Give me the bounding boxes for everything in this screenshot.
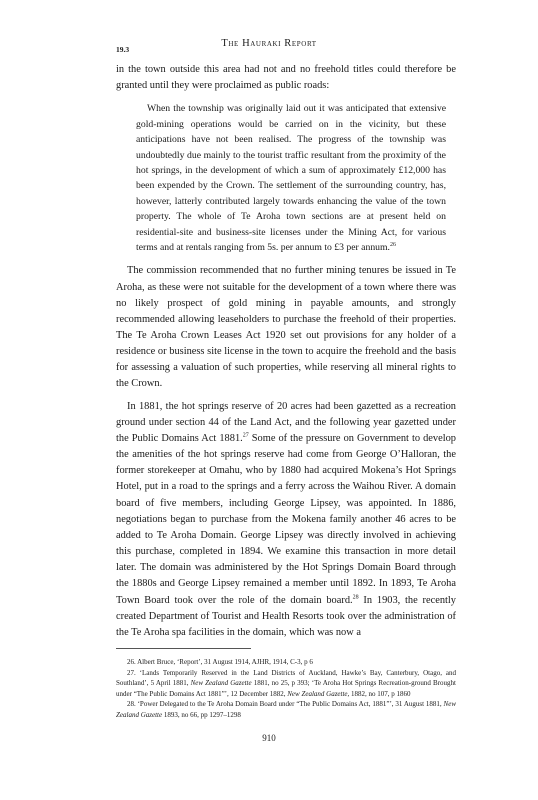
footnote-27 bbox=[116, 668, 456, 700]
block-quote bbox=[136, 101, 446, 255]
paragraph-text-a: In 1881, the hot springs reserve of 20 acres had been gazetted as a recreation ground under section 44 of the Land Act, and the following year gazetted under the Public Domains Act 1881. bbox=[116, 400, 456, 444]
footnote-divider bbox=[116, 648, 251, 649]
footnote-27-text-b: 1881, no 25, p 393; ‘Te Aroha Hot Springs Recreation-ground Brought under “The Public Domains Act 1881”’, 12 December 1882, bbox=[116, 679, 456, 698]
paragraph-text-b: Some of the pressure on Government to develop the amenities of the hot springs reserve had come from George O’Halloran, the former storekeeper at Omahu, who by 1880 had acquired Mokena’s Hot Springs Hotel, put in a road to the springs and a ferry across the Waihou River. A domain board of five members, including George Lipsey, was appointed. In 1886, negotiations began to purchase from the Mokena family another 46 acres to be added to Te Aroha Domain. George Lipsey was directly involved in achieving this purchase, completed in 1894. We examine this transaction in more detail later. The domain was administered by the Hot Springs Domain Board through the 1880s and George Lipsey remained a member until 1892. In 1893, Te Aroha Town Board took over the role of the domain board. bbox=[116, 432, 456, 606]
body-text bbox=[116, 62, 456, 641]
page-number: 910 bbox=[262, 733, 276, 743]
section-number: 19.3 bbox=[116, 45, 130, 54]
paragraph-hot-springs bbox=[116, 399, 456, 641]
footnote-28 bbox=[116, 699, 456, 720]
footnote-27-gazette-2: New Zealand Gazette bbox=[287, 689, 348, 698]
footnote-28-text-a: 28. ‘Power Delegated to the Te Aroha Domain Board under “The Public Domains Act, 1881”’, 31 August 1881, bbox=[127, 700, 444, 708]
footnote-28-text-b: 1893, no 66, pp 1297–1298 bbox=[162, 710, 241, 719]
paragraph-commission: The commission recommended that no further mining tenures be issued in Te Aroha, as these were not suitable for the development of a town where there was no likely prospect of gold mining in payable amounts, and strongly recommended allowing leaseholders to purchase the freehold of their properties. The Te Aroha Crown Leases Act 1920 set out provisions for any holder of a residence or business site license in the town to acquire the freehold and the basis for assessing a valuation of such properties, while reserving all mineral rights to the Crown. bbox=[116, 265, 456, 390]
running-head: The Hauraki Report bbox=[221, 38, 317, 49]
footnote-26: 26. Albert Bruce, ‘Report’, 31 August 1914, AJHR, 1914, C-3, p 6 bbox=[127, 658, 313, 666]
footnote-ref-26[interactable]: 26 bbox=[389, 241, 396, 248]
footnote-ref-28[interactable]: 28 bbox=[352, 594, 359, 601]
footnotes bbox=[116, 657, 456, 720]
quote-text: When the township was originally laid out it was anticipated that extensive gold-mining operations would be carried on in the vicinity, but these anticipations have not been realised. The progress of the township was undoubtedly due mainly to the tourist traffic resultant from the proximity of the hot springs, in the development of which a sum of approximately £12,000 has been expended by the Crown. The settlement of the surrounding country, has, however, latterly contributed largely towards enhancing the value of the town property. The whole of Te Aroha town sections are at present held on residential-site and business-site licenses under the Mining Act, for various terms and at rentals ranging from 5s. per annum to £3 per annum. bbox=[136, 103, 446, 253]
paragraph-text-c: In 1903, the recently created Department of Tourist and Health Resorts took over the administration of the Te Aroha spa facilities in the domain, which was now a bbox=[116, 594, 456, 638]
footnote-27-gazette-1: New Zealand Gazette bbox=[190, 679, 252, 687]
footnote-28-gazette: New Zealand Gazette bbox=[116, 700, 456, 719]
footnote-27-text-a: 27. ‘Lands Temporarily Reserved in the Land Districts of Auckland, Hawke’s Bay, Canterbury, Otago, and Southland’, 5 April 1881, bbox=[116, 668, 456, 687]
footnote-ref-27[interactable]: 27 bbox=[242, 432, 249, 439]
quote-paragraph bbox=[136, 101, 446, 255]
footnote-27-text-c: , 1882, no 107, p 1860 bbox=[347, 689, 411, 698]
paragraph-continuation: in the town outside this area had not and no freehold titles could therefore be granted until they were proclaimed as public roads: bbox=[116, 64, 456, 92]
